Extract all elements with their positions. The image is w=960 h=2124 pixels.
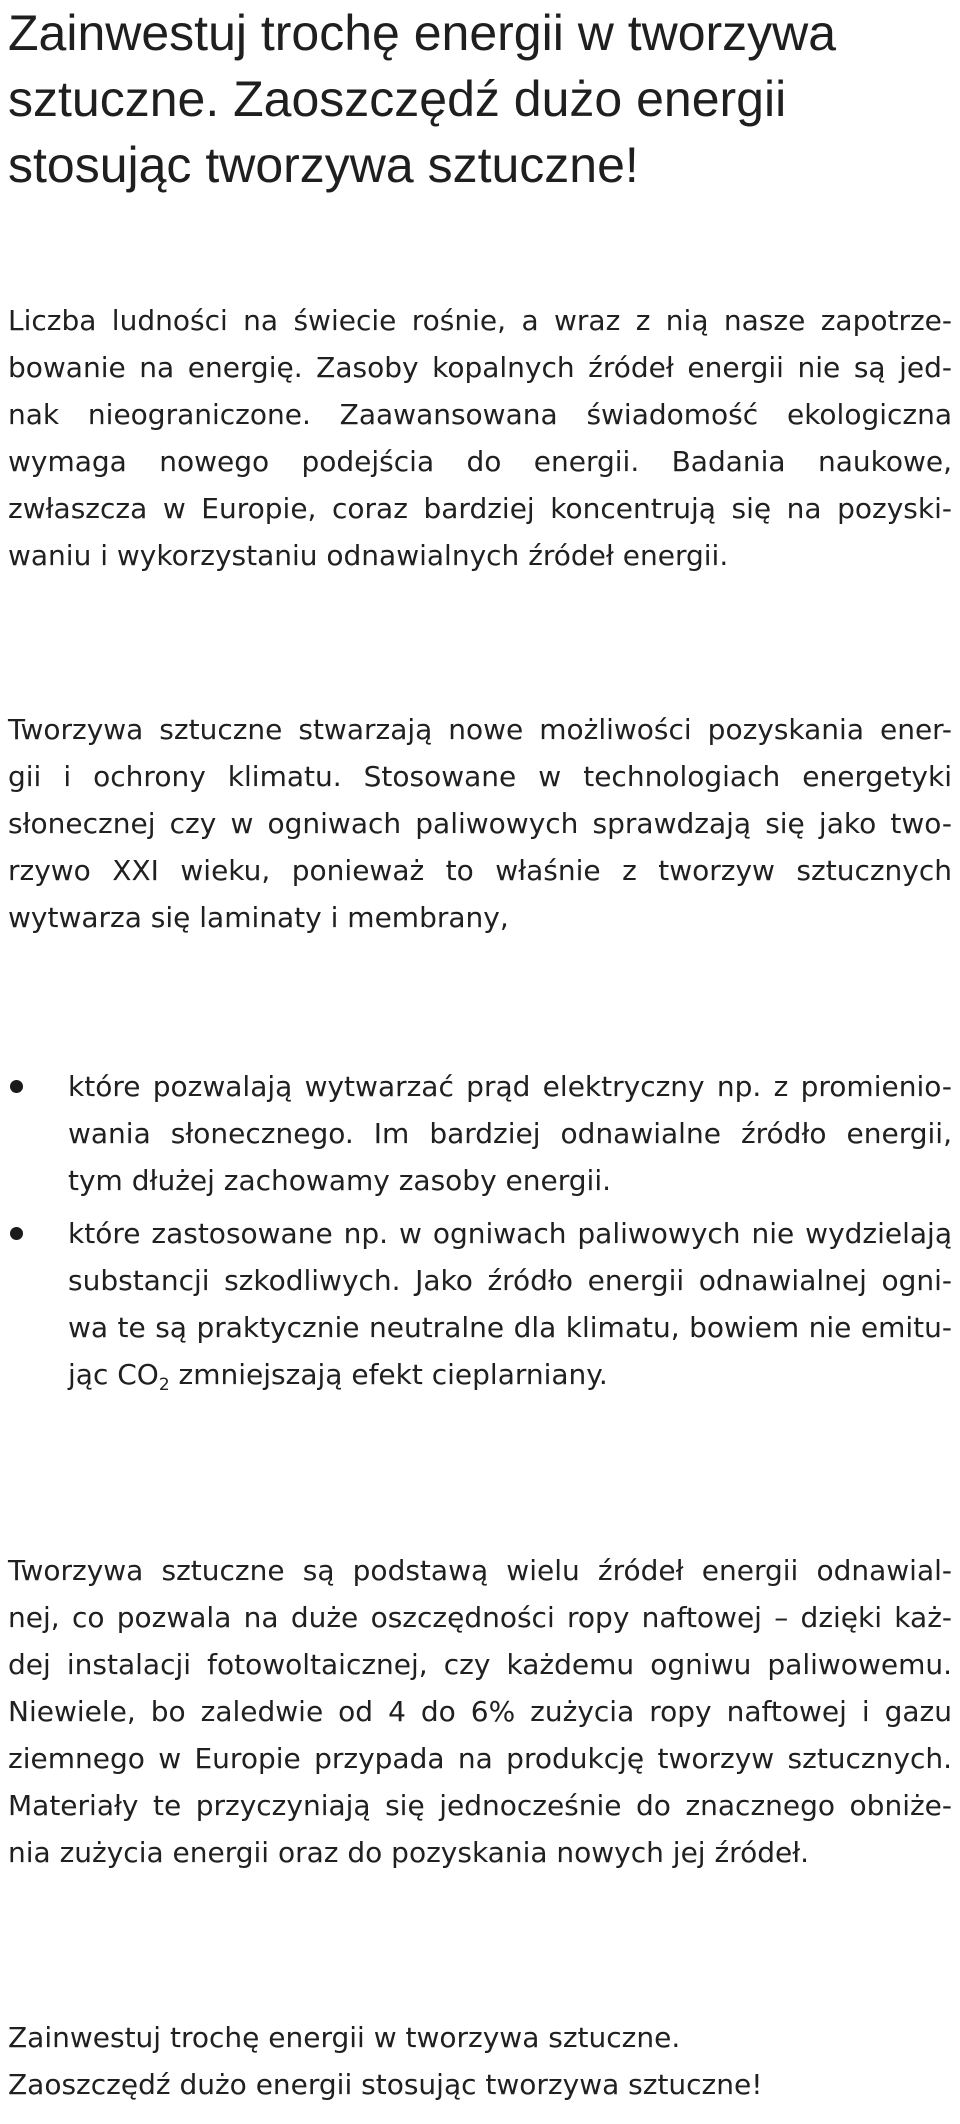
title-line: sztuczne. Zaoszczędź dużo energii [8,71,787,127]
text-line: zwłaszcza w Europie, coraz bardziej koncentrują się na pozyski- [8,492,952,525]
plastics-paragraph [8,706,952,941]
text-line: Zaoszczędź dużo energii stosując tworzywa sztuczne! [8,2068,763,2101]
co2-prefix: jąc CO [68,1358,159,1391]
text-line: słonecznej czy w ogniwach paliwowych sprawdzają się jako two- [8,807,952,840]
text-line: gii i ochrony klimatu. Stosowane w technologiach energetyki [8,760,952,793]
text-line: tym dłużej zachowamy zasoby energii. [68,1164,612,1197]
text-line: dej instalacji fotowoltaicznej, czy każdemu ogniwu paliwowemu. [8,1648,952,1681]
text-line: Zainwestuj trochę energii w tworzywa sztuczne. [8,2021,681,2054]
text-line: nak nieograniczone. Zaawansowana świadomość ekologiczna [8,398,952,431]
text-line: wytwarza się laminaty i membrany, [8,901,509,934]
text-line: Liczba ludności na świecie rośnie, a wraz z nią nasze zapotrze- [8,304,952,337]
title-line: stosując tworzywa sztuczne! [8,137,639,193]
page-title [8,0,952,198]
text-line: nia zużycia energii oraz do pozyskania nowych jej źródeł. [8,1836,810,1869]
closing-statement [8,2014,952,2108]
text-line: Tworzywa sztuczne stwarzają nowe możliwości pozyskania ener- [8,713,952,746]
text-line: substancji szkodliwych. Jako źródło energii odnawialnej ogni- [68,1264,952,1297]
text-line: ziemnego w Europie przypada na produkcję tworzyw sztucznych. [8,1742,952,1775]
text-line: które pozwalają wytwarzać prąd elektryczny np. z promienio- [68,1070,952,1103]
bullet-item [8,1063,952,1204]
bullet-dot-icon [10,1080,23,1093]
bullet-dot-icon [10,1227,23,1240]
bullet-list [8,1063,952,1403]
text-line: wa te są praktycznie neutralne dla klimatu, bowiem nie emitu- [68,1311,952,1344]
renewables-paragraph [8,1547,952,1876]
text-line: które zastosowane np. w ogniwach paliwowych nie wydzielają [68,1217,952,1250]
text-line: wymaga nowego podejścia do energii. Badania naukowe, [8,445,952,478]
document-page [8,0,952,2101]
text-line: Niewiele, bo zaledwie od 4 do 6% zużycia ropy naftowej i gazu [8,1695,952,1728]
text-line [68,1351,952,1403]
text-line: Materiały te przyczyniają się jednocześnie do znacznego obniże- [8,1789,952,1822]
co2-suffix: zmniejszają efekt cieplarniany. [169,1358,608,1391]
text-line: rzywo XXI wieku, ponieważ to właśnie z tworzyw sztucznych [8,854,952,887]
text-line: wania słonecznego. Im bardziej odnawialne źródło energii, [68,1117,952,1150]
text-line: waniu i wykorzystaniu odnawialnych źródeł energii. [8,539,729,572]
bullet-item [8,1210,952,1403]
intro-paragraph [8,297,952,579]
text-line: nej, co pozwala na duże oszczędności ropy naftowej – dzięki każ- [8,1601,952,1634]
title-line: Zainwestuj trochę energii w tworzywa [8,5,837,61]
co2-subscript: 2 [158,1375,170,1395]
text-line: bowanie na energię. Zasoby kopalnych źródeł energii nie są jed- [8,351,952,384]
text-line: Tworzywa sztuczne są podstawą wielu źródeł energii odnawial- [8,1554,952,1587]
